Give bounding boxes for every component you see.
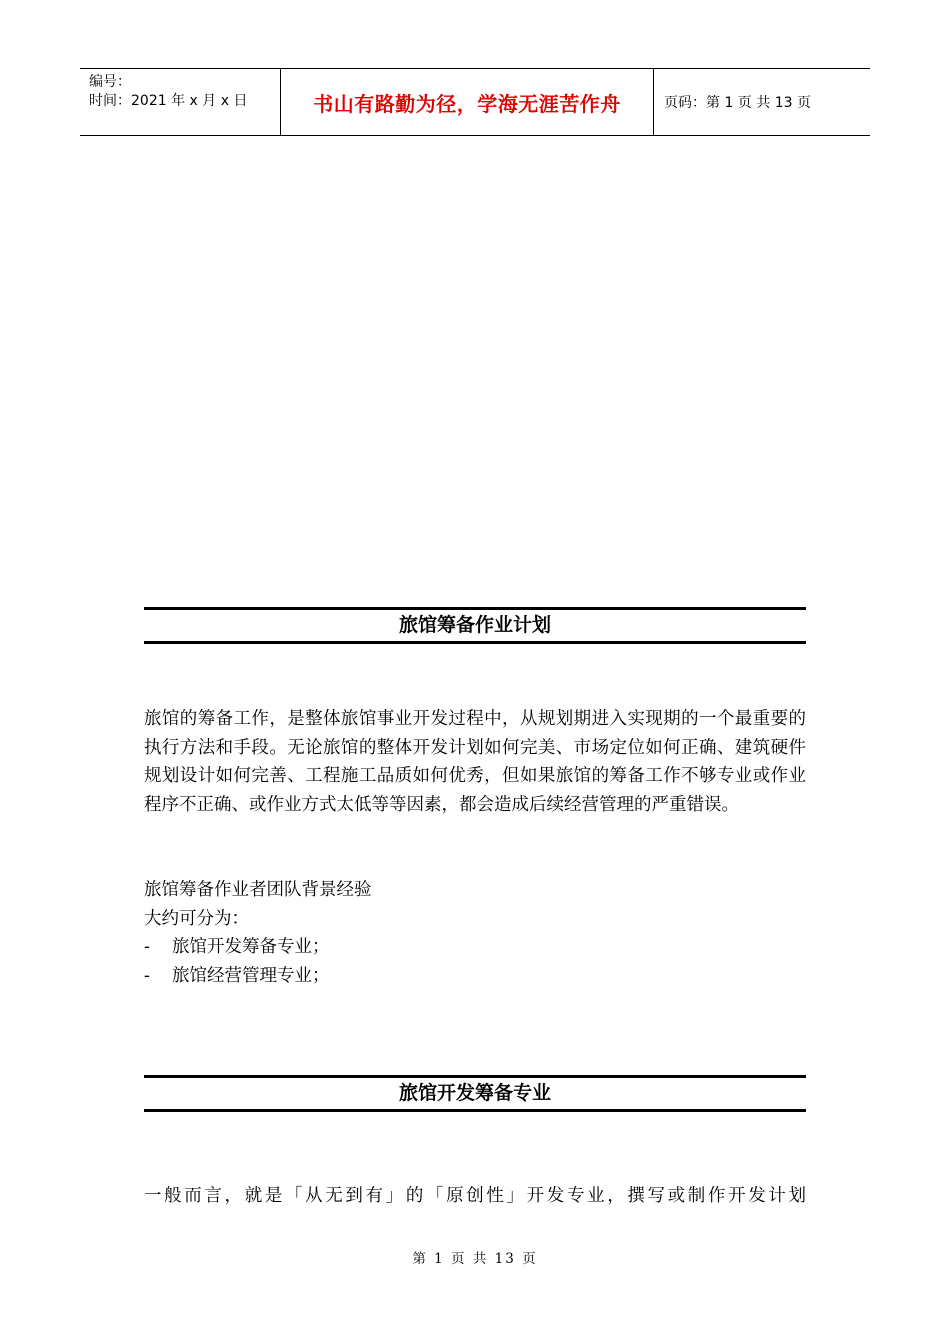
team-heading: 旅馆筹备作业者团队背景经验 <box>144 880 372 900</box>
document-header <box>80 68 870 136</box>
list-item <box>144 962 806 991</box>
bullet-dash: - <box>144 965 150 986</box>
motto-text: 书山有路勤为径，学海无涯苦作舟 <box>313 91 621 116</box>
divide-intro: 大约可分为： <box>144 908 249 929</box>
bullet-dash: - <box>144 937 150 957</box>
number-label: 编号： <box>89 74 131 90</box>
header-meta <box>80 69 281 135</box>
time-label: 时间：2021 年 x 月 x 日 <box>89 93 248 109</box>
list-item-text: 旅馆开发筹备专业； <box>172 937 330 957</box>
intro-paragraph: 旅馆的筹备工作，是整体旅馆事业开发过程中，从规划期进入实现期的一个最重要的执行方法和手段。无论旅馆的整体开发计划如何完美、市场定位如何正确、建筑硬件规划设计如何完善、工程施工品质如何优秀，但如果旅馆的筹备工作不够专业或作业程序不正确、或作业方式太低等等因素，都会造成后续经营管理的严重错误。 <box>144 709 806 815</box>
team-block <box>144 876 806 990</box>
header-page-cell <box>654 69 870 135</box>
section-title: 旅馆开发筹备专业 <box>144 1075 806 1112</box>
section-paragraph: 一般而言，就是「从无到有」的「原创性」开发专业，撰写或制作开发计划 <box>144 1186 806 1206</box>
header-motto-cell <box>281 69 654 135</box>
section-title: 旅馆筹备作业计划 <box>144 607 806 644</box>
list-item <box>144 933 806 962</box>
page-footer: 第 1 页 共 13 页 <box>412 1251 538 1267</box>
list-item-text: 旅馆经营管理专业； <box>172 965 330 986</box>
page-indicator: 页码：第 1 页 共 13 页 <box>664 95 811 111</box>
